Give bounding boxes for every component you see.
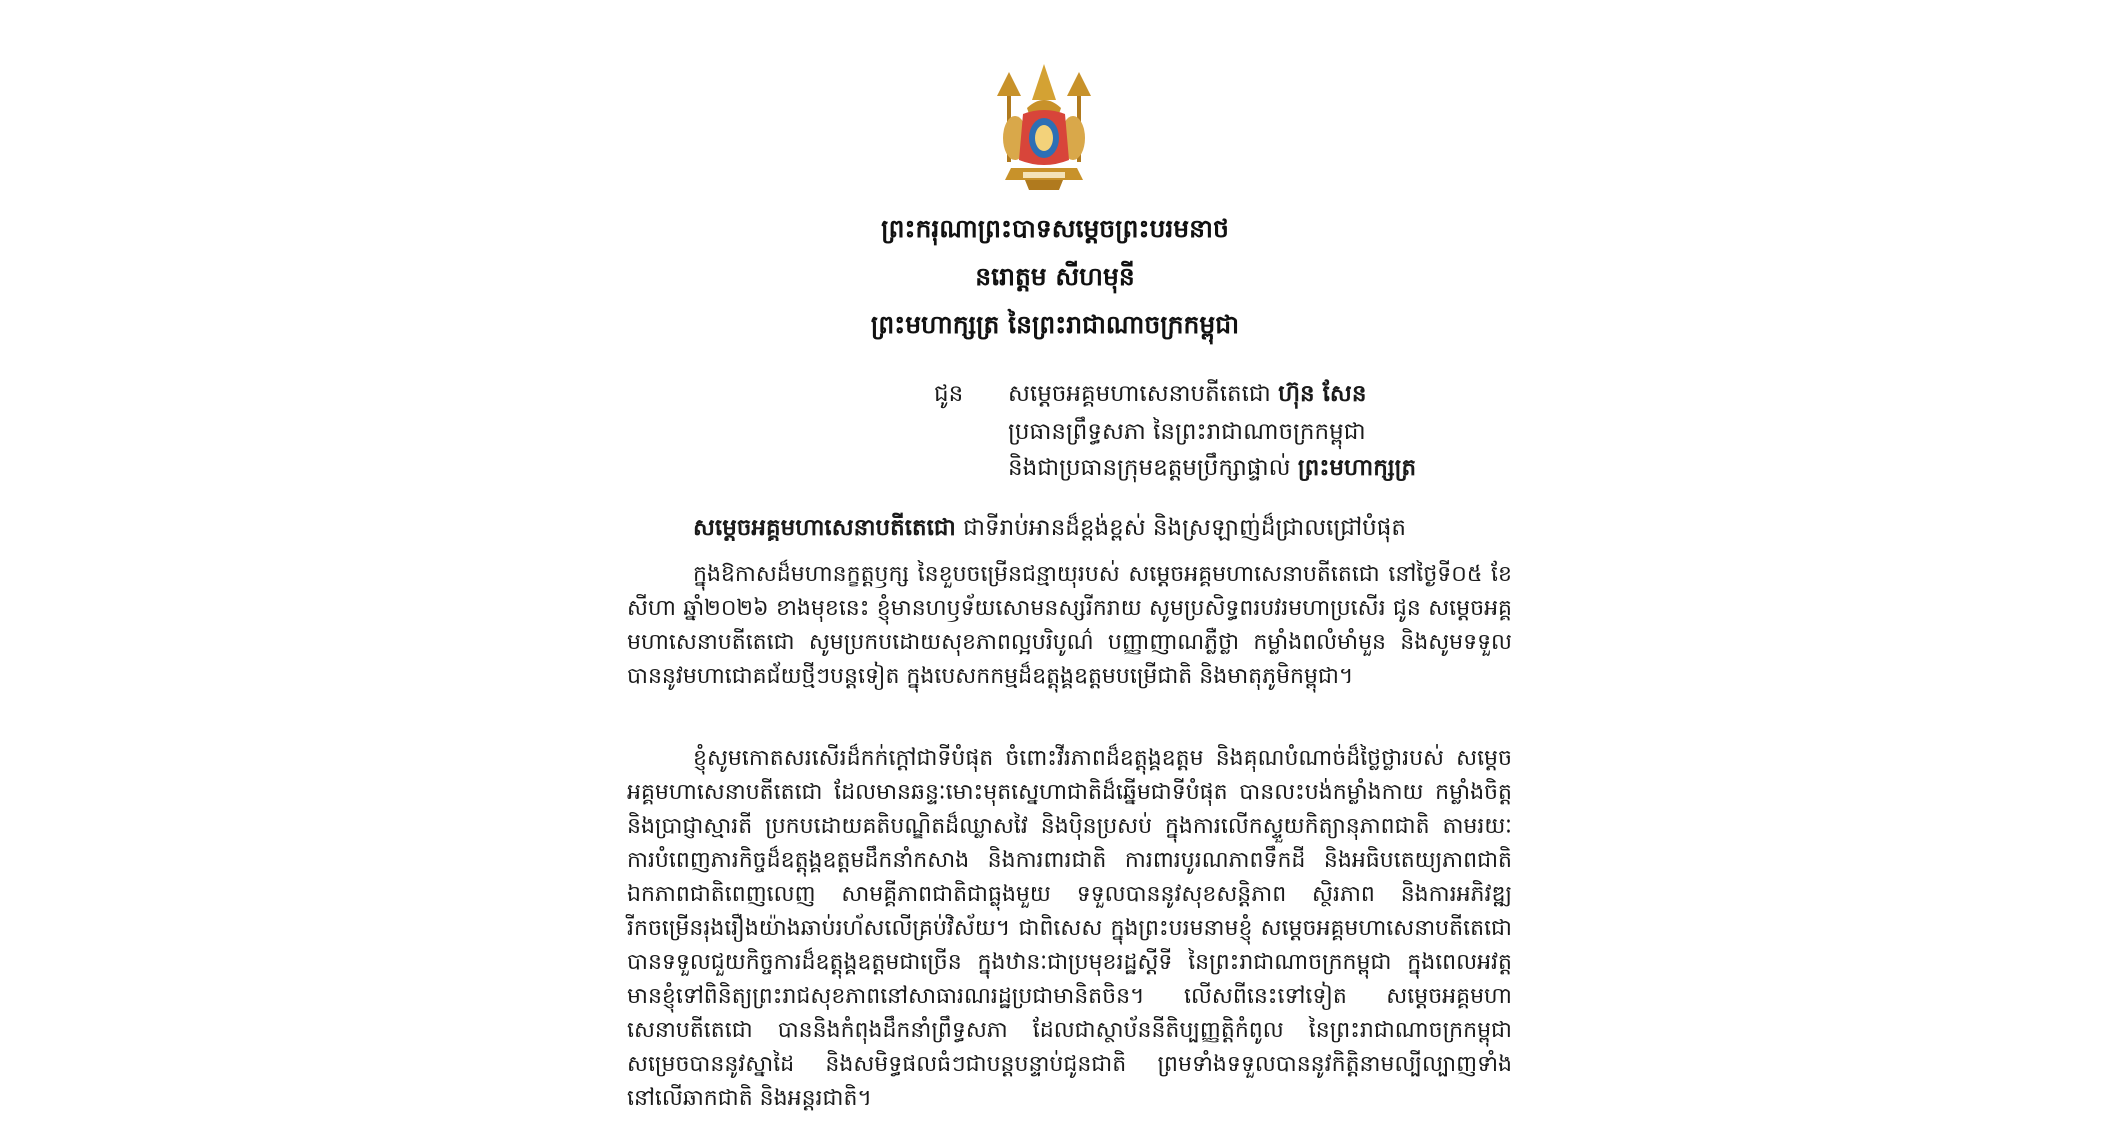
- paragraph-1-text: ក្នុងឱកាសដ៏មហានក្ខត្តឫក្ស នៃខួបចម្រើនជន្មាយុរបស់ សម្តេចអគ្គមហាសេនាបតីតេជោ នៅថ្ងៃទី០៥ ខែសីហា ឆ្នាំ២០២៦ ខាងមុខនេះ ខ្ញុំមានហឫទ័យសោមនស្សរីករាយ សូមប្រសិទ្ធពរបវរមហាប្រសើរ ជូន សម្តេចអគ្គមហាសេនាបតីតេជោ សូមប្រកបដោយសុខភាពល្អបរិបូណ៌ បញ្ញាញាណភ្លឺថ្លា កម្លាំងពលំមាំមួន និងសូមទទួលបាននូវមហាជោគជ័យថ្មីៗបន្តទៀត ក្នុងបេសកកម្មដ៏ឧត្តុង្គឧត្តមបម្រើជាតិ និងមាតុភូមិកម្ពុជា។: [627, 562, 1512, 689]
- paragraph-2: [627, 742, 1512, 1116]
- recipient-title: សម្តេចអគ្គមហាសេនាបតីតេជោ: [1008, 381, 1271, 407]
- address-to-label: ជូន: [934, 381, 964, 407]
- paragraph-1: [627, 558, 1512, 694]
- address-line-1: [1008, 380, 1366, 413]
- salutation-title: សម្តេចអគ្គមហាសេនាបតីតេជោ: [693, 514, 956, 541]
- address-line-3-prefix: និងជាប្រធានក្រុមឧត្តមប្រឹក្សាផ្ទាល់: [1008, 455, 1291, 481]
- heading-line-2: នរោត្តម សីហមុនី: [975, 262, 1135, 291]
- address-line-3-title: ព្រះមហាក្សត្រ: [1297, 454, 1417, 481]
- salutation-rest: ជាទីរាប់អានដ៏ខ្ពង់ខ្ពស់ និងស្រឡាញ់ដ៏ជ្រាលជ្រៅបំផុត: [955, 515, 1406, 541]
- salutation: [693, 514, 1406, 547]
- paragraph-2-text: ខ្ញុំសូមកោតសរសើរដ៏កក់ក្តៅជាទីបំផុត ចំពោះវីរភាពដ៏ឧត្តុង្គឧត្តម និងគុណបំណាច់ដ៏ថ្លៃថ្លារបស់ សម្តេចអគ្គមហាសេនាបតីតេជោ ដែលមានឆន្ទៈមោះមុតស្នេហាជាតិដ៏ឆ្នើមជាទីបំផុត បានលះបង់កម្លាំងកាយ កម្លាំងចិត្ត និងប្រាជ្ញាស្មារតី ប្រកបដោយគតិបណ្ឌិតដ៏ឈ្លាសវៃ និងប៉ិនប្រសប់ ក្នុងការលើកស្ទួយកិត្យានុភាពជាតិ តាមរយៈការបំពេញភារកិច្ចដ៏ឧត្តុង្គឧត្តមដឹកនាំកសាង និងការពារជាតិ ការពារបូរណភាពទឹកដី និងអធិបតេយ្យភាពជាតិ ឯកភាពជាតិពេញលេញ សាមគ្គីភាពជាតិជាធ្លុងមួយ ទទួលបាននូវសុខសន្តិភាព ស្ថិរភាព និងការអភិវឌ្ឍរីកចម្រើនរុងរឿងយ៉ាងឆាប់រហ័សលើគ្រប់វិស័យ។ ជាពិសេស ក្នុងព្រះបរមនាមខ្ញុំ សម្តេចអគ្គមហាសេនាបតីតេជោ បានទទួលជួយកិច្ចការដ៏ឧត្តុង្គឧត្តមជាច្រើន ក្នុងឋានៈជាប្រមុខរដ្ឋស្តីទី នៃព្រះរាជាណាចក្រកម្ពុជា ក្នុងពេលអវត្តមានខ្ញុំទៅពិនិត្យព្រះរាជសុខភាពនៅសាធារណរដ្ឋប្រជាមានិតចិន។ លើសពីនេះទៅទៀត សម្តេចអគ្គមហាសេនាបតីតេជោ បាននិងកំពុងដឹកនាំព្រឹទ្ធសភា ដែលជាស្ថាប័ននីតិប្បញ្ញត្តិកំពូល នៃព្រះរាជាណាចក្រកម្ពុជា សម្រេចបាននូវស្នាដៃ និងសមិទ្ធផលធំៗជាបន្តបន្ទាប់ជូនជាតិ ព្រមទាំងទទួលបាននូវកិត្តិនាមល្បីល្បាញទាំងនៅលើឆាកជាតិ និងអន្តរជាតិ។: [627, 746, 1512, 1111]
- heading-line-3: ព្រះមហាក្សត្រ នៃព្រះរាជាណាចក្រកម្ពុជា: [870, 310, 1240, 339]
- address-line-3: [1008, 454, 1416, 487]
- royal-coat-of-arms-icon: [985, 62, 1103, 192]
- recipient-name: ហ៊ុន សែន: [1278, 380, 1367, 407]
- heading-line-1: ព្រះករុណាព្រះបាទសម្តេចព្រះបរមនាថ: [881, 214, 1229, 243]
- address-line-2: ប្រធានព្រឹទ្ធសភា នៃព្រះរាជាណាចក្រកម្ពុជា: [1008, 419, 1366, 445]
